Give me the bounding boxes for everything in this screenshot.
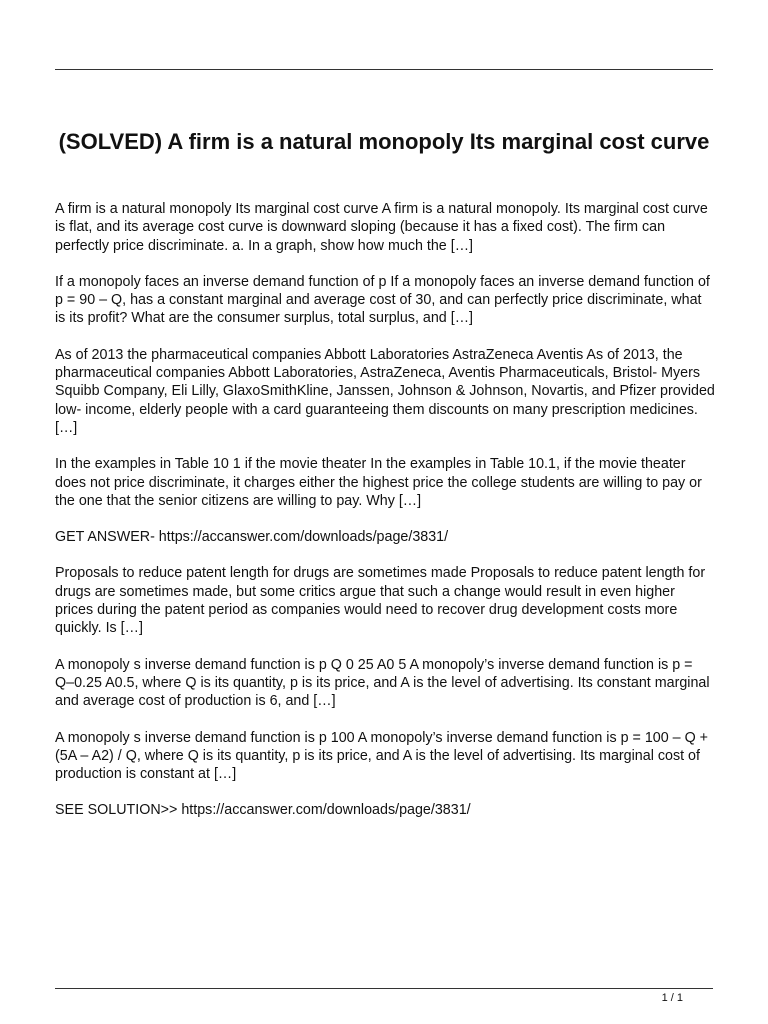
paragraph: As of 2013 the pharmaceutical companies Abbott Laboratories AstraZeneca Aventis As of 2013, the pharmaceutical companies Abbott Laboratories, AstraZeneca, Aventis Pharmaceuticals, Bristol- Myers Squibb Company, Eli Lilly, GlaxoSmithKline, Janssen, Johnson & Johnson, Novartis, and Pfizer provided low- income, elderly people with a card guaranteeing them discounts on many prescription medicines. […] (55, 346, 715, 436)
header-divider (55, 69, 713, 70)
paragraph: A monopoly s inverse demand function is p Q 0 25 A0 5 A monopoly’s inverse demand function is p = Q–0.25 A0.5, where Q is its quantity, p is its price, and A is the level of advertising. Its constant marginal and average cost of production is 6, and […] (55, 656, 710, 710)
document-body (55, 200, 715, 838)
paragraph: In the examples in Table 10 1 if the movie theater In the examples in Table 10.1, if the movie theater does not price discriminate, it charges either the highest price the college students are willing to pay or the one that the senior citizens are willing to pay. Why […] (55, 456, 702, 509)
paragraph: A monopoly s inverse demand function is p 100 A monopoly’s inverse demand function is p = 100 – Q + (5A – A2) / Q, where Q is its quantity, p is its price, and A is the level of advertising. Its marginal cost of production is constant at […] (55, 729, 709, 783)
paragraph: A firm is a natural monopoly Its marginal cost curve A firm is a natural monopoly. Its marginal cost curve is flat, and its average cost curve is downward sloping (because it has a fixed cost). The firm can perfectly price discriminate. a. In a graph, show how much the […] (55, 201, 708, 254)
page-number: 1 / 1 (661, 992, 683, 1004)
paragraph: Proposals to reduce patent length for drugs are sometimes made Proposals to reduce patent length for drugs are sometimes made, but some critics argue that such a change would result in even higher prices during the patent period as companies would need to recover drug development costs more quickly. Is […] (55, 565, 706, 637)
page-title: (SOLVED) A firm is a natural monopoly Its marginal cost curve (58, 129, 710, 154)
footer-divider (55, 988, 713, 989)
see-solution-link-text: SEE SOLUTION>> https://accanswer.com/downloads/page/3831/ (55, 802, 471, 819)
get-answer-link-text: GET ANSWER- https://accanswer.com/downloads/page/3831/ (55, 529, 449, 546)
paragraph: If a monopoly faces an inverse demand function of p If a monopoly faces an inverse demand function of p = 90 – Q, has a constant marginal and average cost of 30, and can perfectly price discriminate, what is its profit? What are the consumer surplus, total surplus, and […] (55, 273, 710, 327)
